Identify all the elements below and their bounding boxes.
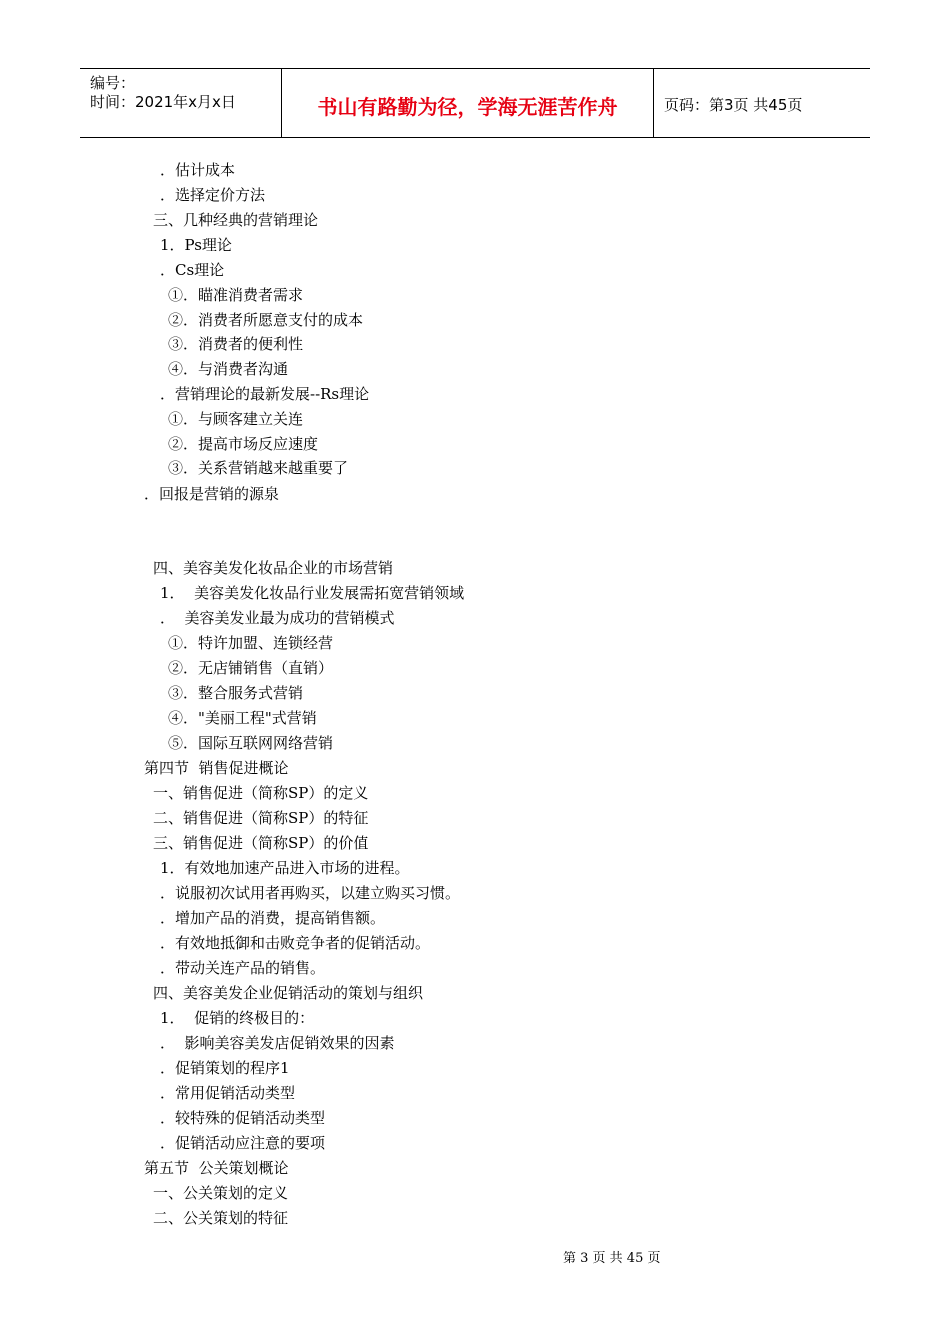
body-line: ．增加产品的消费，提高销售额。 [160, 909, 386, 927]
header-middle-cell [282, 69, 654, 137]
body-line: ．说服初次试用者再购买，以建立购买习惯。 [160, 884, 461, 902]
section-heading: 四、美容美发企业促销活动的策划与组织 [153, 984, 424, 1002]
page-indicator: 页码：第3页 共45页 [664, 96, 803, 114]
page-header [80, 68, 870, 138]
section-heading: 二、销售促进（简称SP）的特征 [153, 809, 369, 827]
body-line: 1．Ps理论 [160, 236, 232, 254]
body-line: ．促销活动应注意的要项 [160, 1134, 326, 1152]
body-line: ．Cs理论 [160, 261, 225, 279]
body-line: ①．与顾客建立关连 [168, 410, 304, 428]
body-line: ③．整合服务式营销 [168, 684, 304, 702]
body-line: ②．无店铺销售（直销） [168, 659, 334, 677]
body-line: ③．关系营销越来越重要了 [168, 459, 349, 477]
header-motto: 书山有路勤为径，学海无涯苦作舟 [317, 95, 618, 119]
serial-label: 编号： [90, 74, 136, 92]
body-line: ①．瞄准消费者需求 [168, 286, 304, 304]
body-line: ④．与消费者沟通 [168, 360, 289, 378]
section-heading: 二、公关策划的特征 [153, 1209, 289, 1227]
body-line: ②．消费者所愿意支付的成本 [168, 311, 364, 329]
header-right-cell [654, 69, 870, 137]
body-line: ．较特殊的促销活动类型 [160, 1109, 326, 1127]
body-line: ．有效地抵御和击败竞争者的促销活动。 [160, 934, 431, 952]
body-line: ．选择定价方法 [160, 186, 266, 204]
footer-page-number: 第 3 页 共 45 页 [563, 1251, 661, 1266]
date-label: 时间：2021年x月x日 [90, 93, 236, 111]
body-line: ． 影响美容美发店促销效果的因素 [160, 1034, 395, 1052]
body-line: 1．有效地加速产品进入市场的进程。 [160, 859, 410, 877]
body-line: ②．提高市场反应速度 [168, 435, 319, 453]
body-line: ①．特许加盟、连锁经营 [168, 634, 334, 652]
chapter-heading: 第五节 公关策划概论 [144, 1159, 289, 1177]
header-left-cell [80, 69, 282, 137]
body-line: 1． 美容美发化妆品行业发展需拓宽营销领域 [160, 584, 465, 602]
body-line: 1． 促销的终极目的： [160, 1009, 315, 1027]
section-heading: 三、几种经典的营销理论 [153, 211, 319, 229]
section-heading: 一、公关策划的定义 [153, 1184, 289, 1202]
section-heading: 三、销售促进（简称SP）的价值 [153, 834, 369, 852]
body-line: ．营销理论的最新发展--Rs理论 [160, 385, 370, 403]
section-heading: 一、销售促进（简称SP）的定义 [153, 784, 369, 802]
body-line: ．促销策划的程序1 [160, 1059, 290, 1077]
body-line: ．带动关连产品的销售。 [160, 959, 326, 977]
section-heading: 四、美容美发化妆品企业的市场营销 [153, 559, 394, 577]
body-line: ．常用促销活动类型 [160, 1084, 296, 1102]
body-line: ．回报是营销的源泉 [144, 485, 280, 503]
body-line: ． 美容美发业最为成功的营销模式 [160, 609, 395, 627]
body-line: ③．消费者的便利性 [168, 335, 304, 353]
body-line: ④．"美丽工程"式营销 [168, 709, 317, 727]
body-line: ⑤．国际互联网网络营销 [168, 734, 334, 752]
body-line: ．估计成本 [160, 161, 236, 179]
chapter-heading: 第四节 销售促进概论 [144, 759, 289, 777]
